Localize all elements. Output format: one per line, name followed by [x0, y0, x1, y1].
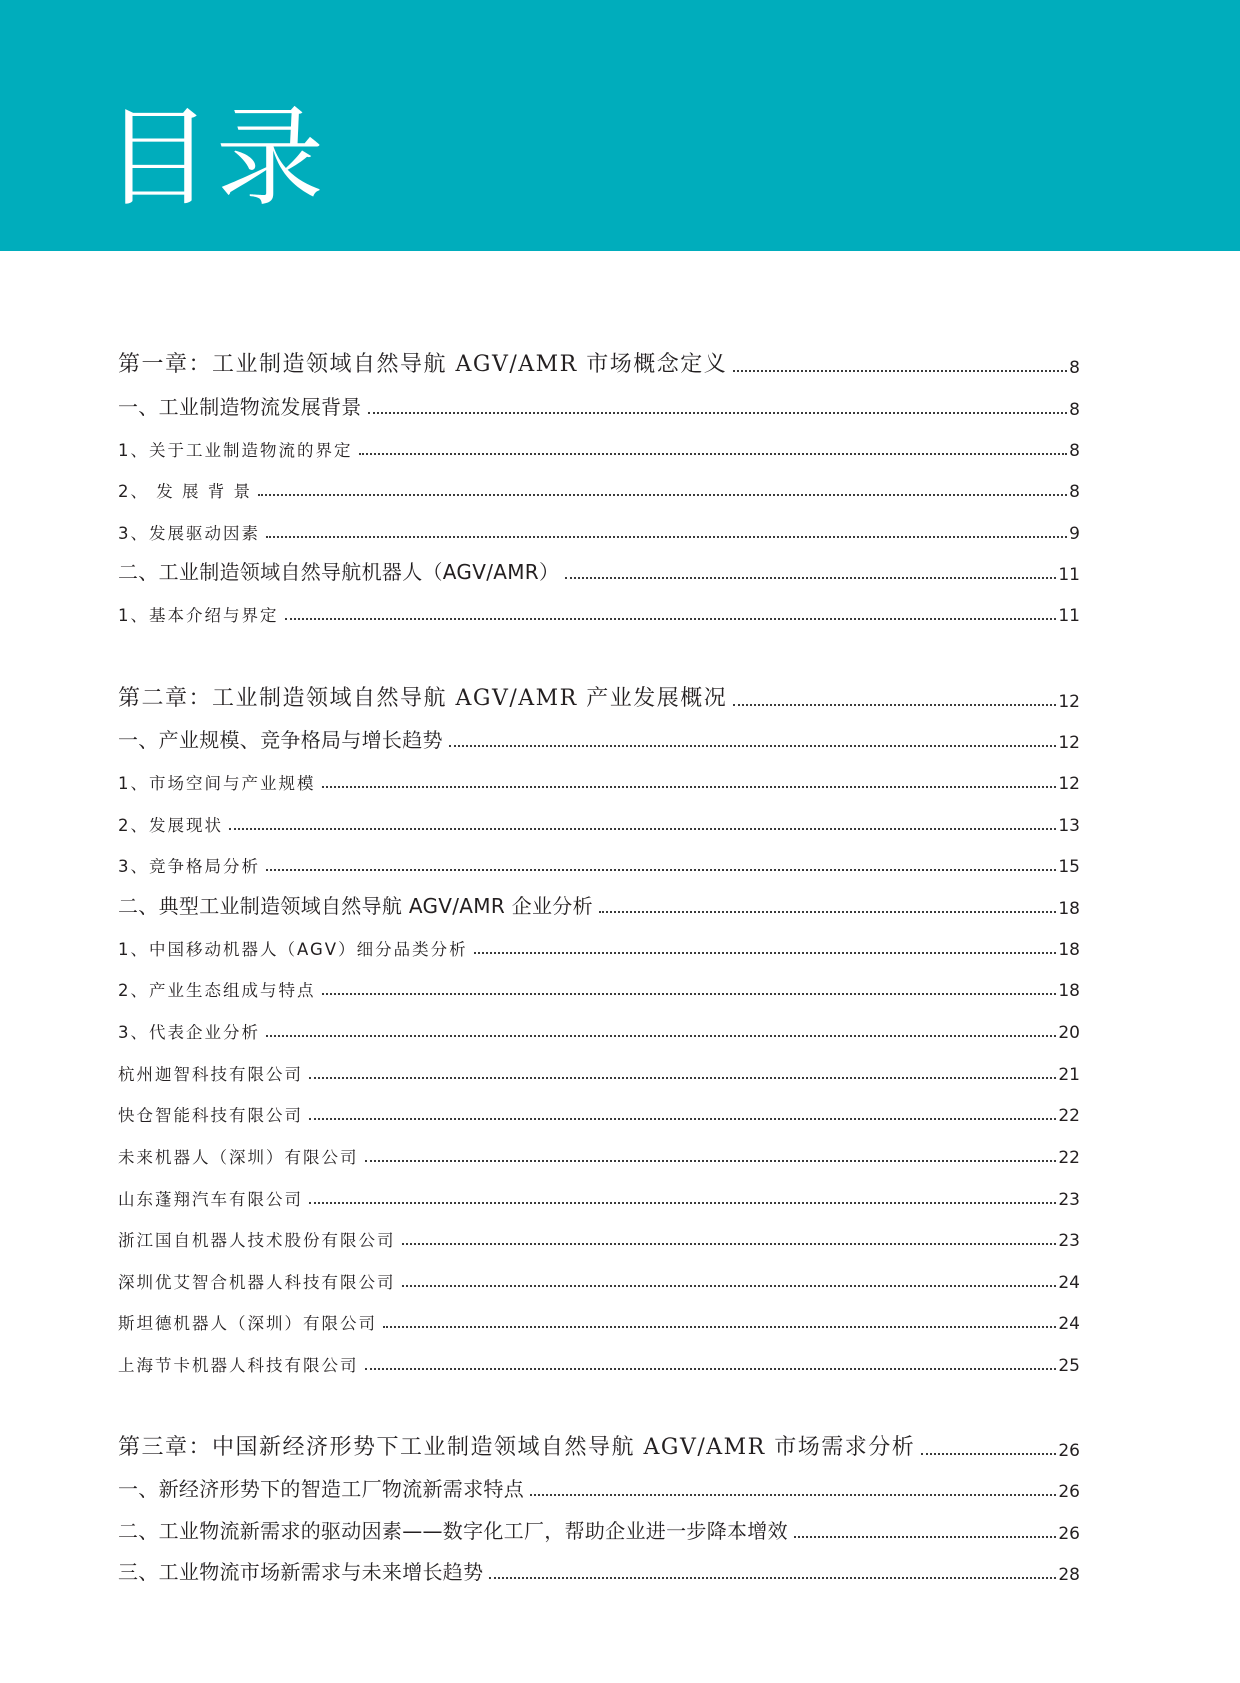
toc-chapter-entry[interactable]	[118, 682, 1080, 712]
dot-leader	[733, 370, 1067, 372]
toc-entry-label: 一、工业制造物流发展背景	[118, 395, 362, 419]
toc-subsection-entry[interactable]	[118, 431, 1080, 461]
table-of-contents	[118, 0, 1080, 1683]
dot-leader	[229, 828, 1056, 830]
dot-leader	[266, 869, 1056, 871]
toc-entry-label: 斯坦德机器人（深圳）有限公司	[118, 1314, 377, 1333]
toc-entry-label: 3、代表企业分析	[118, 1023, 260, 1042]
toc-entry-label: 三、工业物流市场新需求与未来增长趋势	[118, 1560, 484, 1584]
toc-entry-page: 12	[1058, 774, 1080, 794]
toc-subsection-entry[interactable]	[118, 1013, 1080, 1043]
toc-entry-label: 2、 发 展 背 景	[118, 482, 252, 501]
toc-section-entry[interactable]	[118, 1514, 1080, 1544]
toc-subsection-entry[interactable]	[118, 806, 1080, 836]
dot-leader	[258, 494, 1067, 496]
toc-entry-page: 26	[1058, 1482, 1080, 1502]
dot-leader	[530, 1494, 1056, 1496]
toc-company-entry[interactable]	[118, 1055, 1080, 1085]
toc-entry-page: 11	[1058, 565, 1080, 585]
toc-entry-label: 第二章：工业制造领域自然导航 AGV/AMR 产业发展概况	[118, 686, 728, 711]
dot-leader	[359, 453, 1068, 455]
toc-section-entry[interactable]	[118, 1555, 1080, 1585]
toc-section-entry[interactable]	[118, 723, 1080, 753]
dot-leader	[266, 1035, 1056, 1037]
toc-entry-label: 2、发展现状	[118, 816, 223, 835]
toc-subsection-entry[interactable]	[118, 930, 1080, 960]
toc-company-entry[interactable]	[118, 1180, 1080, 1210]
dot-leader	[266, 536, 1067, 538]
toc-entry-page: 8	[1069, 482, 1080, 502]
toc-subsection-entry[interactable]	[118, 764, 1080, 794]
toc-entry-label: 二、工业制造领域自然导航机器人（AGV/AMR）	[118, 560, 560, 584]
toc-entry-page: 28	[1058, 1565, 1080, 1585]
dot-leader	[365, 1368, 1057, 1370]
dot-leader	[322, 786, 1057, 788]
toc-entry-label: 3、发展驱动因素	[118, 524, 260, 543]
toc-entry-page: 22	[1058, 1148, 1080, 1168]
toc-section-entry[interactable]	[118, 555, 1080, 585]
toc-entry-label: 二、工业物流新需求的驱动因素——数字化工厂，帮助企业进一步降本增效	[118, 1519, 788, 1543]
dot-leader	[402, 1243, 1057, 1245]
toc-entry-label: 上海节卡机器人科技有限公司	[118, 1356, 359, 1375]
toc-subsection-entry[interactable]	[118, 596, 1080, 626]
dot-leader	[474, 952, 1057, 954]
toc-entry-page: 18	[1058, 899, 1080, 919]
dot-leader	[309, 1202, 1056, 1204]
toc-entry-label: 二、典型工业制造领域自然导航 AGV/AMR 企业分析	[118, 894, 593, 918]
dot-leader	[309, 1077, 1056, 1079]
dot-leader	[365, 1160, 1057, 1162]
toc-entry-page: 13	[1058, 816, 1080, 836]
toc-entry-page: 12	[1058, 692, 1080, 712]
toc-entry-page: 24	[1058, 1273, 1080, 1293]
toc-entry-page: 18	[1058, 981, 1080, 1001]
toc-entry-page: 11	[1058, 606, 1080, 626]
dot-leader	[921, 1453, 1056, 1455]
page-title: 目录	[104, 96, 329, 221]
toc-entry-page: 22	[1058, 1106, 1080, 1126]
dot-leader	[449, 745, 1057, 747]
toc-entry-page: 8	[1069, 358, 1080, 378]
toc-entry-label: 一、产业规模、竞争格局与增长趋势	[118, 728, 443, 752]
toc-entry-page: 26	[1058, 1441, 1080, 1461]
toc-section-entry[interactable]	[118, 1472, 1080, 1502]
toc-section-entry[interactable]	[118, 390, 1080, 420]
toc-entry-page: 18	[1058, 940, 1080, 960]
toc-entry-label: 3、竞争格局分析	[118, 857, 260, 876]
dot-leader	[383, 1326, 1056, 1328]
toc-chapter-entry[interactable]	[118, 1431, 1080, 1461]
toc-subsection-entry[interactable]	[118, 971, 1080, 1001]
toc-entry-page: 20	[1058, 1023, 1080, 1043]
toc-entry-page: 12	[1058, 733, 1080, 753]
toc-entry-page: 9	[1069, 524, 1080, 544]
toc-section-entry[interactable]	[118, 889, 1080, 919]
dot-leader	[489, 1577, 1056, 1579]
toc-entry-page: 23	[1058, 1231, 1080, 1251]
dot-leader	[322, 993, 1057, 995]
toc-company-entry[interactable]	[118, 1221, 1080, 1251]
dot-leader	[368, 412, 1068, 414]
toc-entry-page: 25	[1058, 1356, 1080, 1376]
toc-entry-page: 8	[1069, 400, 1080, 420]
toc-subsection-entry[interactable]	[118, 514, 1080, 544]
dot-leader	[794, 1536, 1056, 1538]
dot-leader	[285, 618, 1057, 620]
toc-entry-label: 杭州迦智科技有限公司	[118, 1065, 303, 1084]
toc-entry-page: 23	[1058, 1190, 1080, 1210]
toc-entry-label: 深圳优艾智合机器人科技有限公司	[118, 1273, 396, 1292]
dot-leader	[309, 1118, 1056, 1120]
toc-subsection-entry[interactable]	[118, 472, 1080, 502]
toc-entry-label: 2、产业生态组成与特点	[118, 981, 316, 1000]
toc-company-entry[interactable]	[118, 1263, 1080, 1293]
toc-entry-page: 8	[1069, 441, 1080, 461]
toc-entry-page: 24	[1058, 1314, 1080, 1334]
dot-leader	[402, 1285, 1057, 1287]
toc-entry-label: 第一章：工业制造领域自然导航 AGV/AMR 市场概念定义	[118, 352, 728, 377]
dot-leader	[565, 577, 1056, 579]
toc-subsection-entry[interactable]	[118, 847, 1080, 877]
toc-entry-page: 21	[1058, 1065, 1080, 1085]
toc-entry-label: 快仓智能科技有限公司	[118, 1106, 303, 1125]
toc-chapter-entry[interactable]	[118, 348, 1080, 378]
toc-company-entry[interactable]	[118, 1304, 1080, 1334]
toc-company-entry[interactable]	[118, 1346, 1080, 1376]
toc-entry-page: 26	[1058, 1524, 1080, 1544]
toc-entry-label: 山东蓬翔汽车有限公司	[118, 1190, 303, 1209]
toc-entry-label: 第三章：中国新经济形势下工业制造领域自然导航 AGV/AMR 市场需求分析	[118, 1435, 916, 1460]
toc-entry-label: 1、中国移动机器人（AGV）细分品类分析	[118, 940, 468, 959]
toc-entry-label: 1、基本介绍与界定	[118, 606, 279, 625]
toc-entry-label: 1、市场空间与产业规模	[118, 774, 316, 793]
toc-entry-label: 浙江国自机器人技术股份有限公司	[118, 1231, 396, 1250]
toc-entry-label: 未来机器人（深圳）有限公司	[118, 1148, 359, 1167]
toc-entry-label: 一、新经济形势下的智造工厂物流新需求特点	[118, 1477, 524, 1501]
dot-leader	[733, 704, 1056, 706]
toc-company-entry[interactable]	[118, 1138, 1080, 1168]
toc-company-entry[interactable]	[118, 1096, 1080, 1126]
toc-entry-label: 1、关于工业制造物流的界定	[118, 441, 353, 460]
dot-leader	[599, 911, 1056, 913]
toc-entry-page: 15	[1058, 857, 1080, 877]
